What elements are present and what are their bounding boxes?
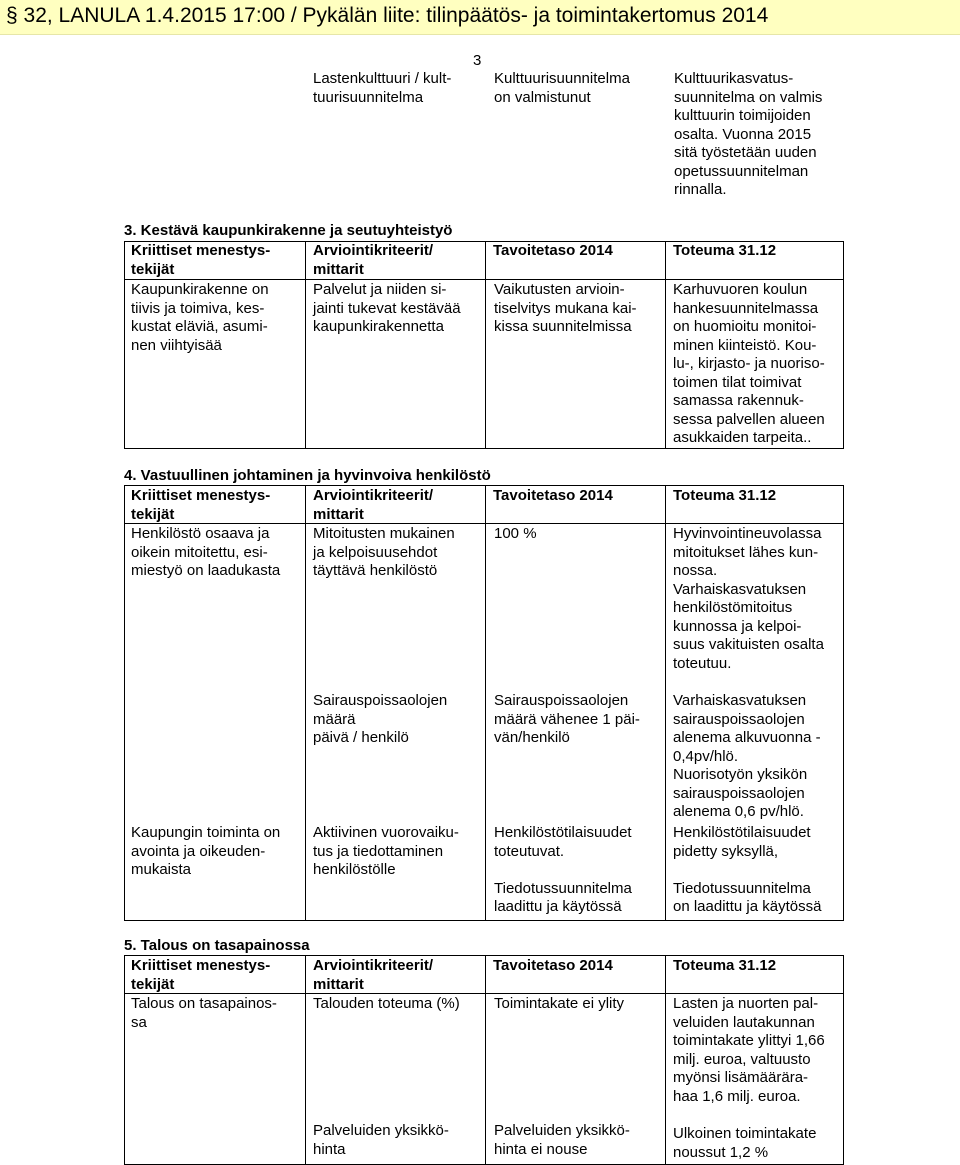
header-target-level: Tavoitetaso 2014 bbox=[493, 242, 613, 259]
s5-row1-criteria: Talouden toteuma (%) bbox=[313, 995, 460, 1012]
s4-row1-criteria: Mitoitusten mukainen ja kelpoisuusehdot täyttävä henkilöstö bbox=[313, 525, 455, 579]
table-divider bbox=[665, 241, 666, 449]
s4-row1-outcome: Hyvinvointineuvolassa mitoitukset lähes kun- nossa. Varhaiskasvatuksen henkilöstömitoitus kunnossa ja kelpoi- suus vakituisten osalta toteutuu. bbox=[673, 525, 824, 672]
s4-row3-target: Henkilöstötilaisuudet toteutuvat. Tiedotussuunnitelma laadittu ja käytössä bbox=[494, 824, 632, 915]
header-criteria: Arviointikriteerit/ mittarit bbox=[313, 242, 434, 278]
header-target-level: Tavoitetaso 2014 bbox=[493, 487, 613, 504]
table-divider bbox=[485, 955, 486, 1165]
s5-row1-factor: Talous on tasapainos- sa bbox=[131, 995, 277, 1031]
s5-row1-target: Toimintakate ei ylity bbox=[494, 995, 625, 1012]
header-outcome: Toteuma 31.12 bbox=[673, 957, 777, 974]
section-5-title: 5. Talous on tasapainossa bbox=[124, 937, 310, 954]
top-measure: Lastenkulttuuri / kult- tuurisuunnitelma bbox=[313, 70, 452, 106]
s4-row1-target: 100 % bbox=[494, 525, 537, 542]
top-target: Kulttuurisuunnitelma on valmistunut bbox=[494, 70, 630, 106]
s4-row2-outcome: Varhaiskasvatuksen sairauspoissaolojen alenema alkuvuonna - 0,4pv/hlö. Nuorisotyön yksikön sairauspoissaolojen alenema 0,6 pv/hlö. bbox=[673, 692, 821, 820]
s5-row1-outcome: Lasten ja nuorten pal- veluiden lautakunnan toimintakate ylittyi 1,66 milj. euroa, valtuusto myönsi lisämäärära- haa 1,6 milj. euroa. bbox=[673, 995, 825, 1105]
document-banner bbox=[0, 0, 960, 35]
header-criteria: Arviointikriteerit/ mittarit bbox=[313, 487, 434, 523]
section-4-title: 4. Vastuullinen johtaminen ja hyvinvoiva henkilöstö bbox=[124, 467, 491, 484]
s4-row1-factor: Henkilöstö osaava ja oikein mitoitettu, esi- miestyö on laadukasta bbox=[131, 525, 281, 579]
section-3-title: 3. Kestävä kaupunkirakenne ja seutuyhteistyö bbox=[124, 222, 453, 239]
table-divider bbox=[305, 955, 306, 1165]
s3-target: Vaikutusten arvioin- tiselvitys mukana kai- kissa suunnitelmissa bbox=[494, 281, 637, 335]
s4-row3-factor: Kaupungin toiminta on avointa ja oikeuden- mukaista bbox=[131, 824, 281, 878]
s4-row3-criteria: Aktiivinen vuorovaiku- tus ja tiedottaminen henkilöstölle bbox=[313, 824, 459, 878]
table-divider bbox=[485, 485, 486, 921]
s5-row2-criteria: Palveluiden yksikkö- hinta bbox=[313, 1122, 449, 1158]
top-outcome: Kulttuurikasvatus- suunnitelma on valmis kulttuurin toimijoiden osalta. Vuonna 2015 sitä työstetään uuden opetussuunnitelman rinnalla. bbox=[674, 70, 823, 198]
s4-row2-target: Sairauspoissaolojen määrä vähenee 1 päi- vän/henkilö bbox=[494, 692, 640, 746]
header-criteria: Arviointikriteerit/ mittarit bbox=[313, 957, 434, 993]
s4-row3-outcome: Henkilöstötilaisuudet pidetty syksyllä, Tiedotussuunnitelma on laadittu ja käytössä bbox=[673, 824, 822, 915]
header-outcome: Toteuma 31.12 bbox=[673, 242, 777, 259]
header-target-level: Tavoitetaso 2014 bbox=[493, 957, 613, 974]
header-critical-factors: Kriittiset menestys- tekijät bbox=[131, 957, 271, 993]
s3-outcome: Karhuvuoren koulun hankesuunnitelmassa on huomioitu monitoi- minen kiinteistö. Kou- lu-, kirjasto- ja nuoriso- toimen tilat toimivat samassa rakennuk- sessa palvellen alueen asukkaiden tarpeita.. bbox=[673, 281, 825, 446]
table-divider bbox=[485, 241, 486, 449]
s5-row2-target: Palveluiden yksikkö- hinta ei nouse bbox=[494, 1122, 630, 1158]
header-critical-factors: Kriittiset menestys- tekijät bbox=[131, 487, 271, 523]
table-divider bbox=[305, 241, 306, 449]
table-divider bbox=[665, 955, 666, 1165]
table-divider bbox=[665, 485, 666, 921]
header-critical-factors: Kriittiset menestys- tekijät bbox=[131, 242, 271, 278]
banner-title: § 32, LANULA 1.4.2015 17:00 / Pykälän liite: tilinpäätös- ja toimintakertomus 2014 bbox=[6, 4, 769, 27]
s3-factor: Kaupunkirakenne on tiivis ja toimiva, kes- kustat eläviä, asumi- nen viihtyisää bbox=[131, 281, 269, 354]
s5-row2-outcome: Ulkoinen toimintakate noussut 1,2 % bbox=[673, 1125, 817, 1161]
s4-row2-criteria: Sairauspoissaolojen määrä päivä / henkilö bbox=[313, 692, 448, 746]
table-divider bbox=[124, 279, 844, 280]
page-number: 3 bbox=[473, 52, 482, 69]
table-divider bbox=[305, 485, 306, 921]
s3-criteria: Palvelut ja niiden si- jainti tukevat kestävää kaupunkirakennetta bbox=[313, 281, 461, 335]
header-outcome: Toteuma 31.12 bbox=[673, 487, 777, 504]
